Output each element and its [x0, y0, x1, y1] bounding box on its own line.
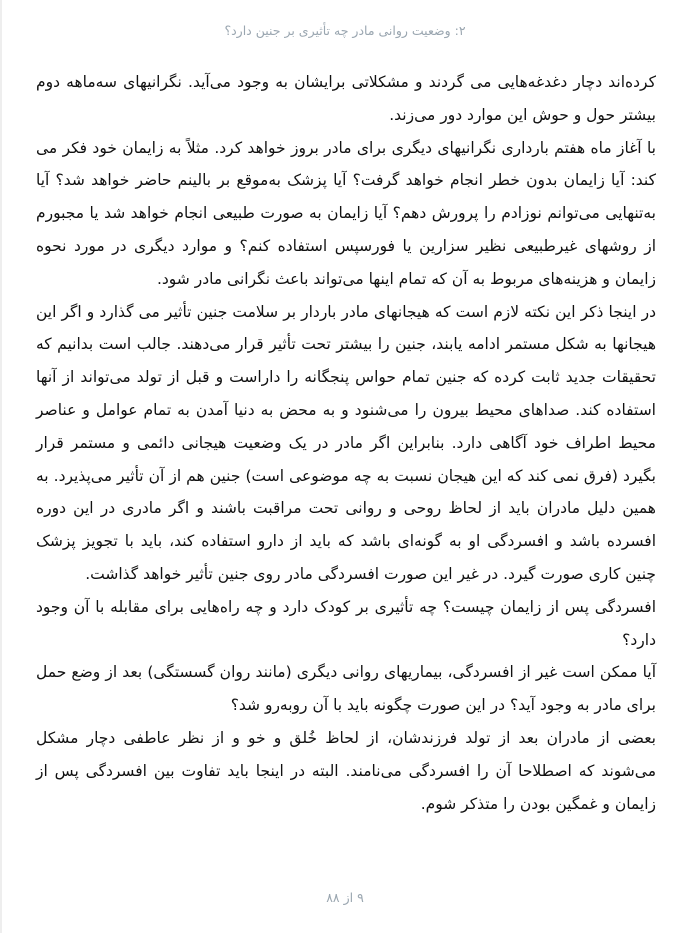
paragraph-6: بعضی از مادران بعد از تولد فرزندشان، از لحاظ خُلق و خو و از نظر عاطفی دچار مشکل می‌شوند که اصطلاحا آن را افسردگی می‌نامند. البته در اینجا باید تفاوت بین افسردگی پس از زایمان و غمگین بودن را متذکر شوم. — [36, 728, 656, 813]
paragraph-3: در اینجا ذکر این نکته لازم است که هیجانهای مادر باردار بر سلامت جنین تأثیر می گذارد و اگر این هیجانها به شکل مستمر ادامه یابند، جنین را بیشتر تحت تأثیر قرار می‌دهند. جالب است بدانیم که تحقیقات جدید ثابت کرده که جنین تمام حواس پنجگانه را داراست و قبل از تولد می‌تواند از آنها استفاده کند. صداهای محیط بیرون را می‌شنود و به محض به دنیا آمدن به تمام عوامل و عناصر محیط اطراف خود آگاهی دارد. بنابراین اگر مادر در یک وضعیت هیجانی دائمی و مستمر قرار بگیرد (فرق نمی کند که این هیجان نسبت به چه موضوعی است) جنین هم از آن تأثیر می‌پذیرد. به همین دلیل مادران باید از لحاظ روحی و روانی تحت مراقبت باشند و اگر مادری در این دوره افسرده باشد و افسردگی او به گونه‌ای باشد که باید از دارو استفاده کند، باید با تجویز پزشک چنین کاری صورت گیرد. در غیر این صورت افسردگی مادر روی جنین تأثیر خواهد گذاشت. — [36, 302, 656, 583]
paragraph-5: آیا ممکن است غیر از افسردگی، بیماریهای روانی دیگری (مانند روان گسستگی) بعد از وضع حمل برای مادر به وجود آید؟ در این صورت چگونه باید با آن روبه‌رو شد؟ — [36, 663, 656, 715]
paragraph-1: کرده‌اند دچار دغدغه‌هایی می گردند و مشکلاتی برایشان به وجود می‌آید. نگرانیهای سه‌ماهه دوم بیشتر حول و حوش این موارد دور می‌زند. — [36, 73, 656, 124]
paragraph-2: با آغاز ماه هفتم بارداری نگرانیهای دیگری برای مادر بروز خواهد کرد. مثلاً به زایمان خود فکر می کند: آیا زایمان بدون خطر انجام خواهد گرفت؟ آیا پزشک به‌موقع بر بالینم حاضر خواهد شد؟ آیا به‌تنهایی می‌توانم نوزادم را پرورش دهم؟ آیا زایمان به صورت طبیعی انجام خواهد شد یا مجبورم از روشهای غیرطبیعی نظیر سزارین یا فورسپس استفاده کنم؟ و موارد دیگری در مورد نحوه زایمان و هزینه‌های مربوط به آن که تمام اینها می‌تواند باعث نگرانی مادر شود. — [36, 138, 656, 288]
page-number: ۹ از ۸۸ — [326, 890, 364, 905]
running-header: ۲: وضعیت روانی مادر چه تأثیری بر جنین دارد؟ — [224, 23, 466, 38]
paragraph-4: افسردگی پس از زایمان چیست؟ چه تأثیری بر کودک دارد و چه راه‌هایی برای مقابله با آن وجود دارد؟ — [36, 597, 656, 649]
body-text — [36, 66, 656, 820]
